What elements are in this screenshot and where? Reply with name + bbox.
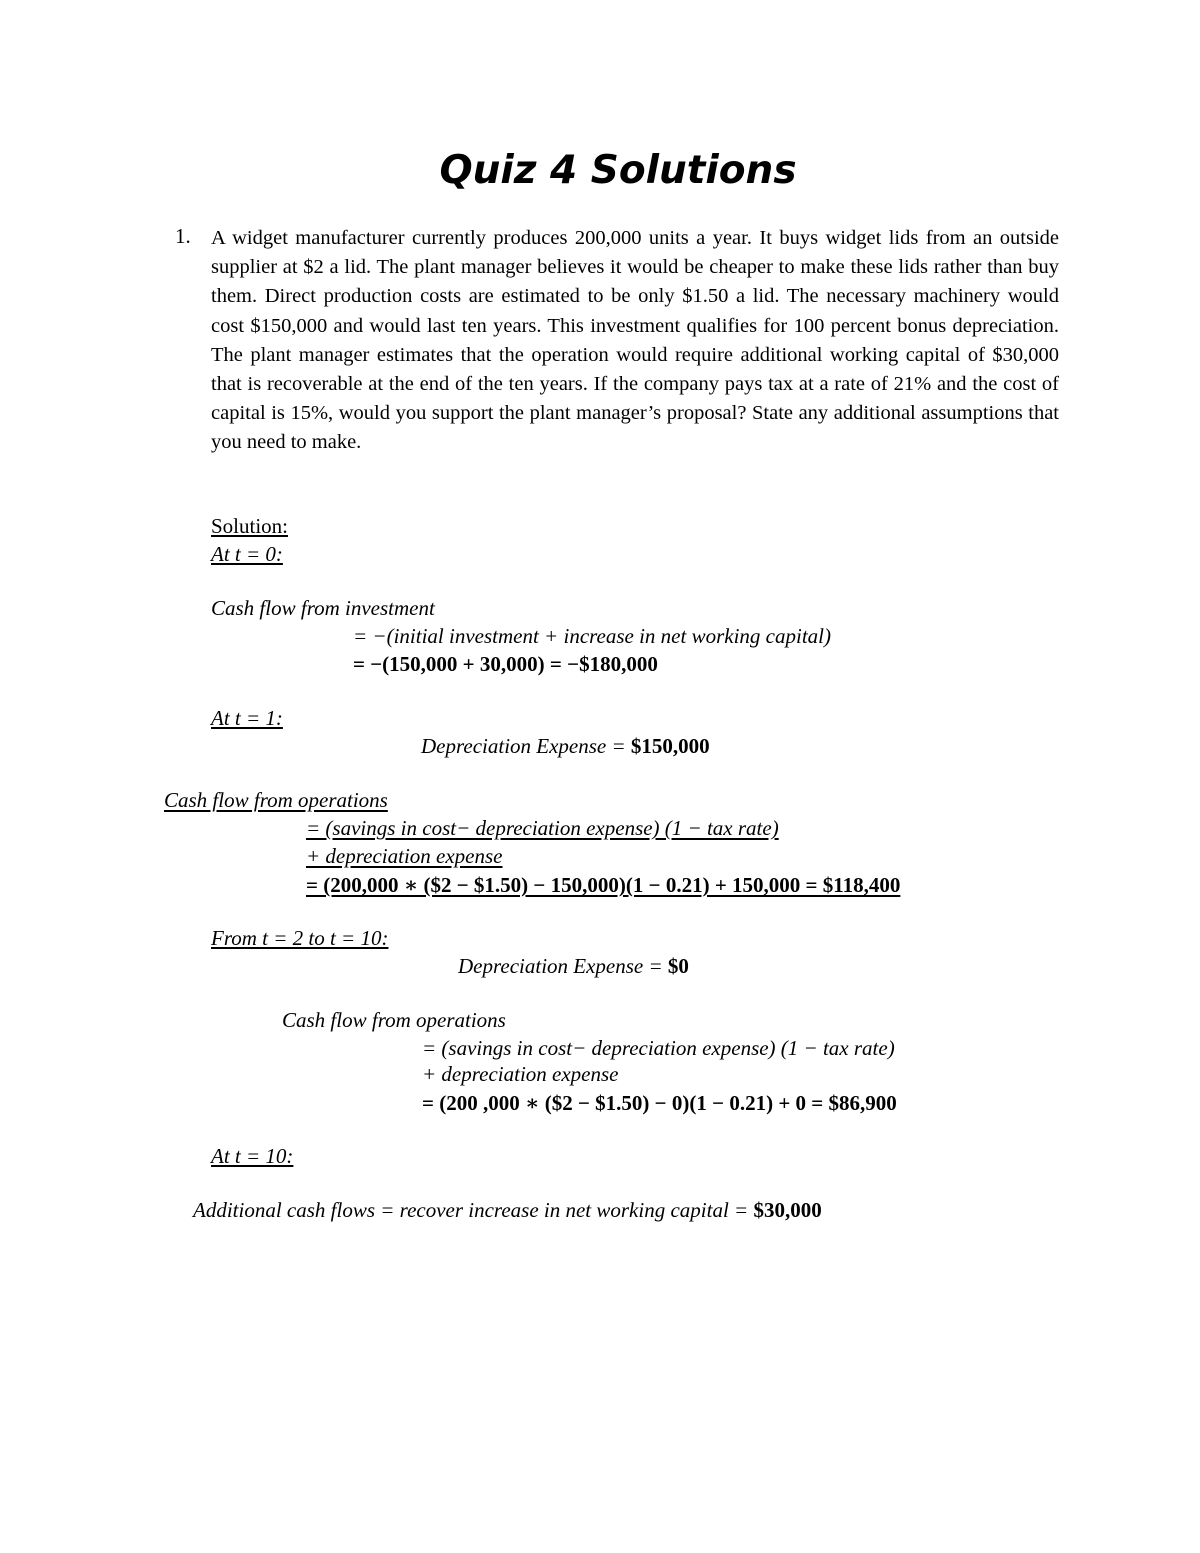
t1-result-line: = (200,000 ∗ ($2 − $1.50) − 150,000)(1 − 0.21) + 150,000 = $118,400 (306, 873, 901, 897)
question-number: 1. (175, 224, 191, 248)
t1-depreciation-value: $150,000 (630, 734, 710, 758)
t1-formula-continuation: + depreciation expense (306, 844, 503, 868)
t1-cashflow-label: Cash flow from operations (164, 788, 388, 812)
t10-additional-cashflow-line (193, 1198, 822, 1223)
t1-heading: At t = 1: (211, 706, 283, 730)
question-text: A widget manufacturer currently produces 200,000 units a year. It buys widget lids from an outside supplier at $2 a lid. The plant manager believes it would be cheaper to make these lids rather than buy them. Direct production costs are estimated to be only $1.50 a lid. The necessary machinery would cost $150,000 and would last ten years. This investment qualifies for 100 percent bonus depreciation. The plant manager estimates that the operation would require additional working capital of $30,000 that is recoverable at the end of the ten years. If the company pays tax at a rate of 21% and the cost of capital is 15%, would you support the plant manager’s proposal? State any additional assumptions that you need to make. (211, 227, 1059, 454)
t2-10-formula-line: = (savings in cost− depreciation expense) (1 − tax rate) (422, 1036, 895, 1060)
t0-result-line: = −(150,000 + 30,000) = −$180,000 (353, 652, 658, 676)
solution-label: Solution: (211, 514, 289, 538)
t2-10-heading: From t = 2 to t = 10: (211, 926, 389, 950)
t0-formula-line: = −(initial investment + increase in net working capital) (353, 624, 831, 648)
t10-additional-cashflow-value: $30,000 (753, 1198, 822, 1222)
t10-additional-cashflow-label: Additional cash flows = recover increase in net working capital = (193, 1198, 754, 1222)
t2-10-cashflow-label: Cash flow from operations (282, 1008, 506, 1032)
t10-heading: At t = 10: (211, 1144, 294, 1168)
t2-10-formula-continuation: + depreciation expense (422, 1062, 619, 1086)
t2-10-depreciation-value: $0 (667, 954, 689, 978)
t0-heading: At t = 0: (211, 542, 283, 566)
t2-10-result-line: = (200 ,000 ∗ ($2 − $1.50) − 0)(1 − 0.21) + 0 = $86,900 (422, 1091, 897, 1115)
t1-formula-line: = (savings in cost− depreciation expense) (1 − tax rate) (306, 816, 779, 840)
t1-depreciation-line (421, 734, 710, 759)
t1-depreciation-label: Depreciation Expense = (421, 734, 631, 758)
t2-10-depreciation-label: Depreciation Expense = (458, 954, 668, 978)
t2-10-depreciation-line (458, 954, 689, 979)
t0-cashflow-label: Cash flow from investment (211, 596, 435, 620)
page-title: Quiz 4 Solutions (439, 148, 797, 193)
